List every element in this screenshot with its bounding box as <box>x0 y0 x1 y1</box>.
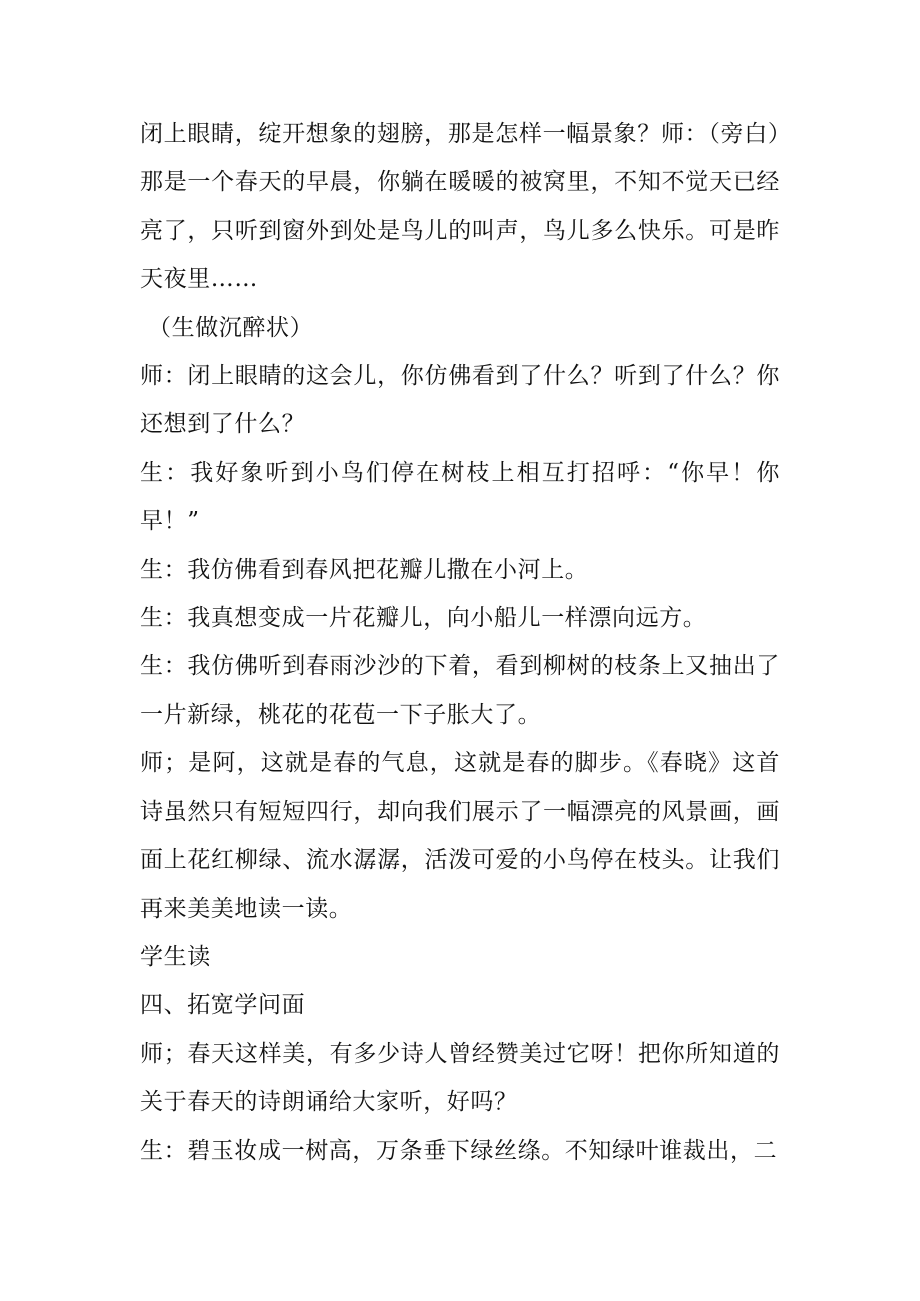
paragraph-student-rain: 生：我仿佛听到春雨沙沙的下着，看到柳树的枝条上又抽出了一片新绿，桃花的花苞一下子胀大了。 <box>140 653 780 728</box>
paragraph-imagination: 闭上眼睛，绽开想象的翅膀，那是怎样一幅景象？师：（旁白）那是一个春天的早晨，你躺在暖暖的被窝里，不知不觉天已经亮了，只听到窗外到处是鸟儿的叫声，鸟儿多么快乐。可是昨天夜里…… <box>140 121 780 293</box>
document-body <box>140 110 780 1175</box>
paragraph-teacher-question: 师：闭上眼睛的这会儿，你仿佛看到了什么？听到了什么？你还想到了什么？ <box>140 363 780 438</box>
paragraph-student-boat: 生：我真想变成一片花瓣儿，向小船儿一样漂向远方。 <box>140 605 707 632</box>
paragraph-students-read: 学生读 <box>140 943 211 970</box>
paragraph-teacher-poems: 师；春天这样美，有多少诗人曾经赞美过它呀！把你所知道的关于春天的诗朗诵给大家听，好吗？ <box>140 1040 780 1116</box>
paragraph-student-poem: 生：碧玉妆成一树高，万条垂下绿丝绦。不知绿叶谁裁出，二 <box>140 1137 778 1164</box>
paragraph-stage-direction: （生做沉醉状） <box>148 314 314 341</box>
paragraph-teacher-summary: 师；是阿，这就是春的气息，这就是春的脚步。《春晓》这首诗虽然只有短短四行，却向我们展示了一幅漂亮的风景画，画面上花红柳绿、流水潺潺，活泼可爱的小鸟停在枝头。让我们再来美美地读一读。 <box>140 750 780 922</box>
paragraph-student-birds: 生：我好象听到小鸟们停在树枝上相互打招呼：“你早！你早！” <box>140 459 780 535</box>
section-heading: 四、拓宽学问面 <box>140 992 306 1019</box>
paragraph-student-petals: 生：我仿佛看到春风把花瓣儿撒在小河上。 <box>140 556 589 583</box>
